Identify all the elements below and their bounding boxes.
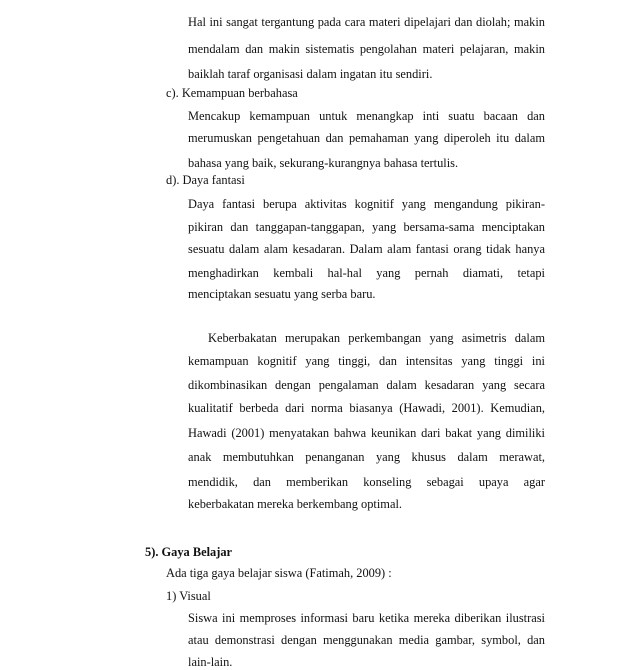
para-2-line-1: Keberbakatan merupakan perkembangan yang asimetris dalam bbox=[208, 331, 545, 345]
section-heading-gaya-belajar: 5). Gaya Belajar bbox=[145, 545, 233, 559]
list-item-c-heading: c). Kemampuan berbahasa bbox=[166, 86, 298, 100]
para-2-line-7: mendidik, dan memberikan konseling sebagai upaya agar bbox=[188, 475, 545, 489]
para-d-line-1: Daya fantasi berupa aktivitas kognitif yang mengandung pikiran- bbox=[188, 197, 545, 211]
list-item-1-heading: 1) Visual bbox=[166, 589, 211, 603]
para-d-line-3: sesuatu dalam alam kesadaran. Dalam alam fantasi orang tidak hanya bbox=[188, 242, 545, 256]
para-c-line-1: Mencakup kemampuan untuk menangkap inti suatu bacaan dan bbox=[188, 109, 545, 123]
para-visual-line-3: lain-lain. bbox=[188, 655, 233, 669]
section-intro: Ada tiga gaya belajar siswa (Fatimah, 2009) : bbox=[166, 566, 392, 580]
list-item-d-heading: d). Daya fantasi bbox=[166, 173, 245, 187]
para-2-line-2: kemampuan kognitif yang tinggi, dan intensitas yang tinggi ini bbox=[188, 354, 545, 368]
para-2-line-5: Hawadi (2001) menyatakan bahwa keunikan dari bakat yang dimiliki bbox=[188, 426, 545, 440]
para-visual-line-1: Siswa ini memproses informasi baru ketika mereka diberikan ilustrasi bbox=[188, 611, 545, 625]
para-c-line-3: bahasa yang baik, sekurang-kurangnya bahasa tertulis. bbox=[188, 156, 459, 170]
para-visual-line-2: atau demonstrasi dengan menggunakan media gambar, symbol, dan bbox=[188, 633, 545, 647]
para-2-line-3: dikombinasikan dengan pengalaman dalam kesadaran yang secara bbox=[188, 378, 545, 392]
para-1-line-1: Hal ini sangat tergantung pada cara materi dipelajari dan diolah; makin bbox=[188, 15, 545, 29]
para-2-line-8: keberbakatan mereka berkembang optimal. bbox=[188, 497, 402, 511]
para-d-line-5: menciptakan sesuatu yang serba baru. bbox=[188, 287, 376, 301]
para-d-line-4: menghadirkan kembali hal-hal yang pernah diamati, tetapi bbox=[188, 266, 545, 280]
para-2-line-6: anak membutuhkan penanganan yang khusus dalam merawat, bbox=[188, 450, 545, 464]
para-1-line-3: baiklah taraf organisasi dalam ingatan itu sendiri. bbox=[188, 67, 433, 81]
para-2-line-4: kualitatif berbeda dari norma biasanya (Hawadi, 2001). Kemudian, bbox=[188, 401, 545, 415]
para-d-line-2: pikiran dan tanggapan-tanggapan, yang bersama-sama menciptakan bbox=[188, 220, 545, 234]
para-c-line-2: merumuskan pengetahuan dan pemahaman yang diperoleh itu dalam bbox=[188, 131, 545, 145]
para-1-line-2: mendalam dan makin sistematis pengolahan materi pelajaran, makin bbox=[188, 42, 545, 56]
